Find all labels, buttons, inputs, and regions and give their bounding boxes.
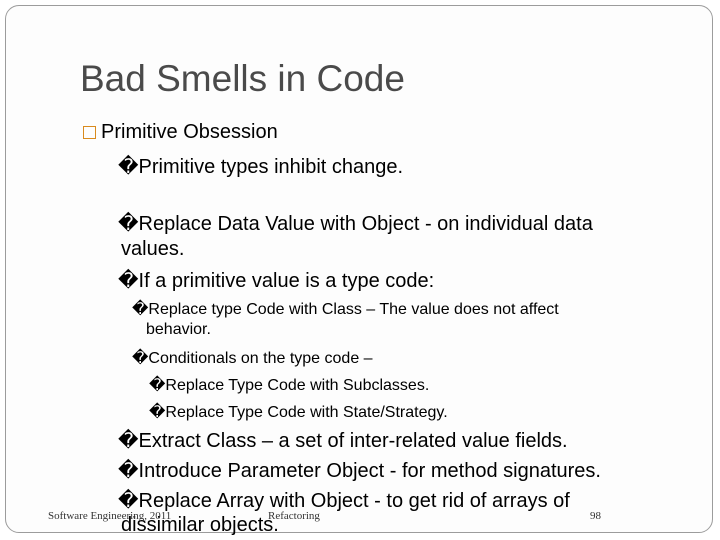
bullet-extract-class: �Extract Class – a set of inter-related value fields. <box>118 428 568 452</box>
footer-topic: Refactoring <box>268 510 320 522</box>
bullet-replace-type-code-class: �Replace type Code with Class – The value does not affect <box>132 299 559 318</box>
bullet-glyph-icon: � <box>149 402 166 421</box>
bullet-glyph-icon: � <box>149 375 166 394</box>
bullet-replace-array-cont: dissimilar objects. <box>121 514 279 536</box>
page-number: 98 <box>590 510 601 522</box>
bullet-replace-data-value-cont: values. <box>121 238 185 260</box>
bullet-conditionals: �Conditionals on the type code – <box>132 348 373 367</box>
bullet-replace-data-value: �Replace Data Value with Object - on individual data <box>118 211 593 235</box>
bullet-glyph-icon: � <box>118 488 139 512</box>
main-bullet-text: Primitive Obsession <box>101 121 278 143</box>
main-bullet <box>83 121 278 144</box>
bullet-glyph-icon: � <box>118 268 139 292</box>
bullet-state-strategy: �Replace Type Code with State/Strategy. <box>149 402 448 421</box>
bullet-replace-type-code-class-cont: behavior. <box>146 321 211 338</box>
bullet-glyph-icon: � <box>118 211 139 235</box>
bullet-glyph-icon: � <box>132 299 149 318</box>
bullet-introduce-param: �Introduce Parameter Object - for method signatures. <box>118 458 601 482</box>
bullet-glyph-icon: � <box>118 458 139 482</box>
slide-title: Bad Smells in Code <box>80 58 405 99</box>
bullet-primitive-types: �Primitive types inhibit change. <box>118 154 404 178</box>
bullet-replace-array: �Replace Array with Object - to get rid of arrays of <box>118 488 570 512</box>
bullet-subclasses: �Replace Type Code with Subclasses. <box>149 375 430 394</box>
bullet-type-code: �If a primitive value is a type code: <box>118 268 435 292</box>
bullet-glyph-icon: � <box>118 428 139 452</box>
bullet-glyph-icon: � <box>132 348 149 367</box>
footer-course: Software Engineering, 2011 <box>48 510 172 522</box>
square-bullet-icon <box>83 126 96 139</box>
bullet-glyph-icon: � <box>118 154 139 178</box>
